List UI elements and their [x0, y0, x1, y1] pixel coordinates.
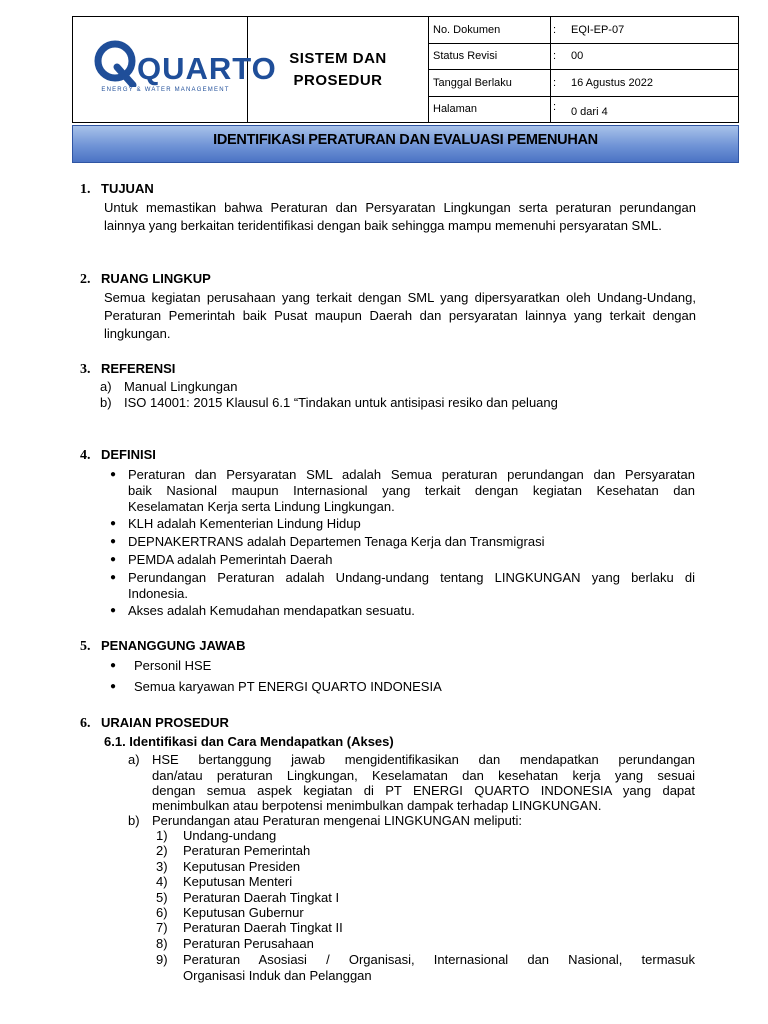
meta-value-doc-number: EQI-EP-07	[569, 17, 739, 44]
list-item: Akses adalah Kemudahan mendapatkan sesuatu.	[128, 603, 415, 618]
meta-colon: :	[551, 43, 570, 70]
logo-cell	[73, 17, 277, 123]
bullet-icon: ●	[110, 605, 117, 616]
section-text-tujuan: Untuk memastikan bahwa Peraturan dan Persyaratan Lingkungan serta peraturan perundangan lainnya yang berkaitan teridentifikasi dengan baik sehingga mampu memenuhi persyaratan SML.	[104, 200, 696, 233]
list-item-continued: dan/atau peraturan Lingkungan, Keselamatan dan kesehatan kerja yang sesuai	[152, 768, 695, 783]
meta-value-page: 0 dari 4	[569, 96, 739, 123]
section-title: TUJUAN	[101, 181, 154, 196]
section-heading-referensi	[80, 361, 175, 378]
list-item: Personil HSE	[134, 658, 212, 673]
meta-label: Tanggal Berlaku	[429, 70, 551, 97]
list-item: DEPNAKERTRANS adalah Departemen Tenaga Kerja dan Transmigrasi	[128, 534, 545, 549]
numbered-mark: 1)	[156, 828, 168, 843]
quarto-logo	[93, 39, 277, 99]
numbered-item: Keputusan Presiden	[183, 859, 301, 874]
numbered-item: Keputusan Gubernur	[183, 905, 304, 920]
list-item-continued: menimbulkan atau berpotensi menimbulkan dampak terhadap LINGKUNGAN.	[152, 798, 602, 813]
list-item-continued: dengan semua aspek kegiatan di PT ENERGI QUARTO INDONESIA yang dapat	[152, 783, 695, 798]
list-item: HSE bertanggung jawab mengidentifikasikan dan mendapatkan perundangan	[152, 752, 695, 767]
list-item: ISO 14001: 2015 Klausul 6.1 “Tindakan untuk antisipasi resiko dan peluang	[124, 395, 558, 410]
section-heading-ruang-lingkup	[80, 271, 211, 288]
bullet-icon: ●	[110, 536, 117, 547]
document-banner: IDENTIFIKASI PERATURAN DAN EVALUASI PEMENUHAN	[72, 125, 739, 163]
bullet-icon: ●	[110, 681, 117, 692]
list-mark: a)	[100, 379, 112, 394]
section-heading-penanggung-jawab	[80, 638, 245, 655]
section-number: 6.	[80, 716, 91, 731]
section-number: 3.	[80, 362, 91, 377]
section-title: REFERENSI	[101, 361, 176, 376]
title-line-2: PROSEDUR	[293, 71, 383, 89]
list-mark: b)	[100, 395, 112, 410]
section-number: 5.	[80, 639, 91, 654]
section-number: 2.	[80, 272, 91, 287]
section-heading-definisi	[80, 447, 156, 464]
numbered-item: Keputusan Menteri	[183, 874, 293, 889]
list-item-continued: baik Nasional maupun Internasional yang terkait dengan kegiatan Kesehatan dan	[128, 483, 695, 498]
list-item-continued: Keselamatan Kerja serta Lindung Lingkungan.	[128, 499, 395, 514]
numbered-mark: 5)	[156, 890, 168, 905]
numbered-mark: 3)	[156, 859, 168, 874]
section-heading-tujuan	[80, 181, 154, 198]
meta-colon: :	[551, 17, 570, 44]
quarto-q-icon	[93, 39, 139, 87]
document-header	[72, 16, 739, 123]
list-item-continued: Indonesia.	[128, 586, 188, 601]
bullet-icon: ●	[110, 572, 117, 583]
subsection-heading: 6.1. Identifikasi dan Cara Mendapatkan (Akses)	[104, 734, 394, 749]
section-title: URAIAN PROSEDUR	[101, 715, 229, 730]
numbered-item: Peraturan Daerah Tingkat I	[183, 890, 340, 905]
numbered-mark: 2)	[156, 843, 168, 858]
numbered-item: Peraturan Daerah Tingkat II	[183, 920, 343, 935]
numbered-item-continued: Organisasi Induk dan Pelanggan	[183, 968, 372, 983]
list-mark: a)	[128, 752, 140, 767]
meta-colon: :	[551, 96, 570, 123]
numbered-mark: 6)	[156, 905, 168, 920]
logo-tagline: ENERGY & WATER MANAGEMENT	[101, 87, 230, 93]
section-number: 4.	[80, 448, 91, 463]
list-item: Manual Lingkungan	[124, 379, 238, 394]
meta-label: No. Dokumen	[429, 17, 551, 44]
list-item: PEMDA adalah Pemerintah Daerah	[128, 552, 333, 567]
meta-colon: :	[551, 70, 570, 97]
section-title: RUANG LINGKUP	[101, 271, 211, 286]
numbered-item: Peraturan Asosiasi / Organisasi, Internasional dan Nasional, termasuk	[183, 952, 695, 967]
list-item: KLH adalah Kementerian Lindung Hidup	[128, 516, 361, 531]
list-item: Semua karyawan PT ENERGI QUARTO INDONESIA	[134, 679, 442, 694]
list-mark: b)	[128, 813, 140, 828]
bullet-icon: ●	[110, 469, 117, 480]
title-line-1: SISTEM DAN	[289, 49, 387, 67]
logo-brand: QUARTO	[137, 51, 277, 86]
section-heading-uraian-prosedur	[80, 715, 229, 732]
section-text-ruang-lingkup: Semua kegiatan perusahaan yang terkait dengan SML yang dipersyaratkan oleh Undang-Undang, Peraturan Pemerintah baik Pusat maupun Daerah dan persyaratan lainnya yang terkait dengan lingkungan.	[104, 290, 696, 341]
list-item: Peraturan dan Persyaratan SML adalah Semua peraturan perundangan dan Persyaratan	[128, 467, 695, 482]
numbered-mark: 7)	[156, 920, 168, 935]
numbered-item: Peraturan Pemerintah	[183, 843, 311, 858]
list-item: Perundangan atau Peraturan mengenai LINGKUNGAN meliputi:	[152, 813, 522, 828]
numbered-mark: 9)	[156, 952, 168, 967]
numbered-item: Peraturan Perusahaan	[183, 936, 314, 951]
numbered-item: Undang-undang	[183, 828, 277, 843]
list-item: Perundangan Peraturan adalah Undang-undang tentang LINGKUNGAN yang berlaku di	[128, 570, 695, 585]
numbered-mark: 8)	[156, 936, 168, 951]
section-number: 1.	[80, 182, 91, 197]
meta-label: Status Revisi	[429, 43, 551, 70]
section-title: DEFINISI	[101, 447, 156, 462]
bullet-icon: ●	[110, 554, 117, 565]
section-title: PENANGGUNG JAWAB	[101, 638, 246, 653]
meta-label: Halaman	[429, 96, 551, 123]
bullet-icon: ●	[110, 660, 117, 671]
meta-value-effective-date: 16 Agustus 2022	[569, 70, 739, 97]
meta-value-revision: 00	[569, 43, 739, 70]
bullet-icon: ●	[110, 518, 117, 529]
numbered-mark: 4)	[156, 874, 168, 889]
